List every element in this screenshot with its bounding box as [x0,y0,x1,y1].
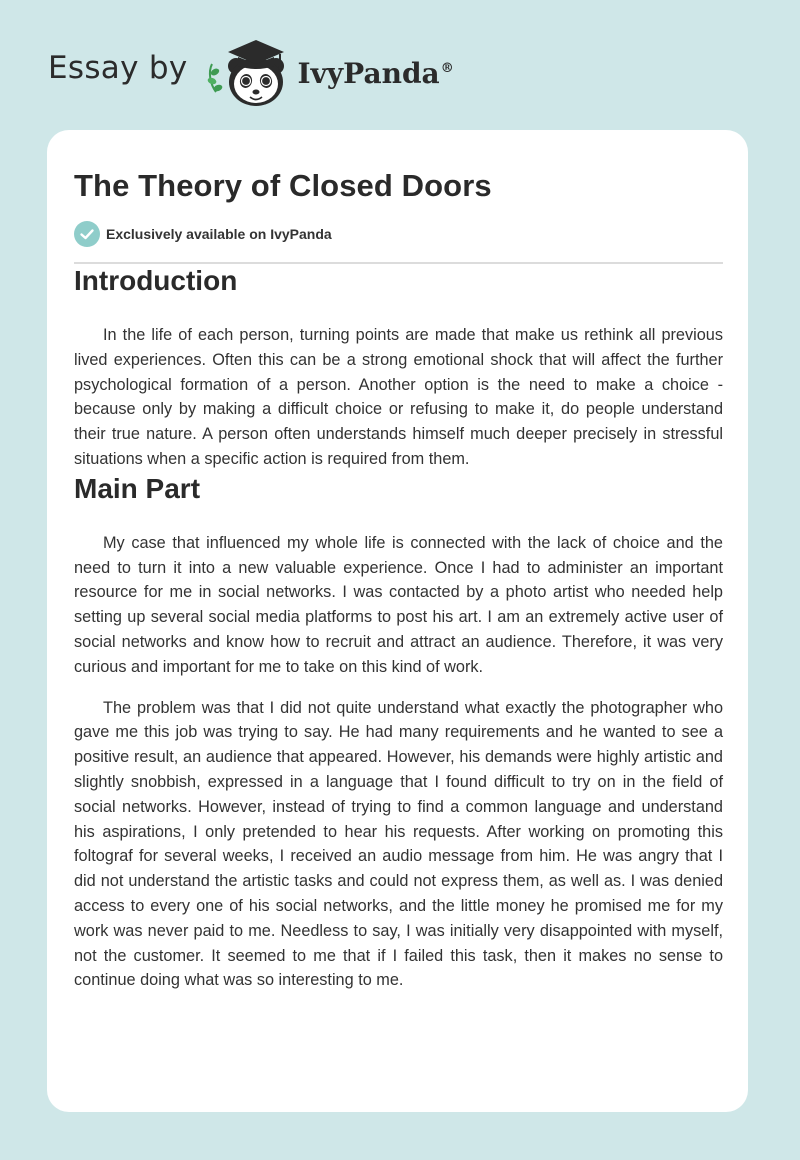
availability-badge [74,221,723,264]
registered-mark: ® [440,61,454,77]
badge-label: Exclusively available on IvyPanda [106,226,332,242]
essay-card [47,130,748,1112]
brand-prefix: Essay by [48,50,188,86]
section-heading-main-part: Main Part [74,472,201,504]
essay-title: The Theory of Closed Doors [74,168,492,203]
brand-header [48,36,454,108]
paragraph: In the life of each person, turning points are made that make us rethink all previous lived experiences. Often this can be a strong emotional shock that will affect the further psychological formation of a person. Another option is the need to make a choice - because only by making a difficult choice or refusing to make it, do people understand their true nature. A person often understands himself much deeper precisely in stressful situations when a specific action is required from them. [74,326,723,468]
check-circle-icon [74,221,100,247]
paragraph: My case that influenced my whole life is connected with the lack of choice and the need to turn it into a new valuable experience. Once I had to administer an important resource for me in social networks. I was contacted by a photo artist who needed help setting up several social media platforms to post his art. I am an extremely active user of social networks and know how to recruit and attract an audience. Therefore, it was very curious and important for me to take on this kind of work. [74,533,723,676]
section-heading-introduction: Introduction [74,265,238,296]
brand-name: IvyPanda® [297,56,454,90]
paragraph: The problem was that I did not quite understand what exactly the photographer who gave me this job was trying to say. He had many requirements and he wanted to see a positive result, an audience that appeared. However, his demands were highly artistic and slightly snobbish, expressed in a language that I found difficult to try on in the field of social networks. However, instead of trying to find a common language and understand his aspirations, I only pretended to hear his requests. After working on promoting this foltograf for several weeks, I received an audio message from him. He was angry that I did not understand the artistic tasks and could not express them, as well as. I was denied access to every one of his social networks, and the little money he promised me for my work was never paid to me. Needless to say, I was initially very disappointed with myself, not the customer. It seemed to me that if I failed this task, then it makes no sense to continue doing what was so interesting to me. [74,698,723,990]
panda-logo-icon [206,36,296,108]
